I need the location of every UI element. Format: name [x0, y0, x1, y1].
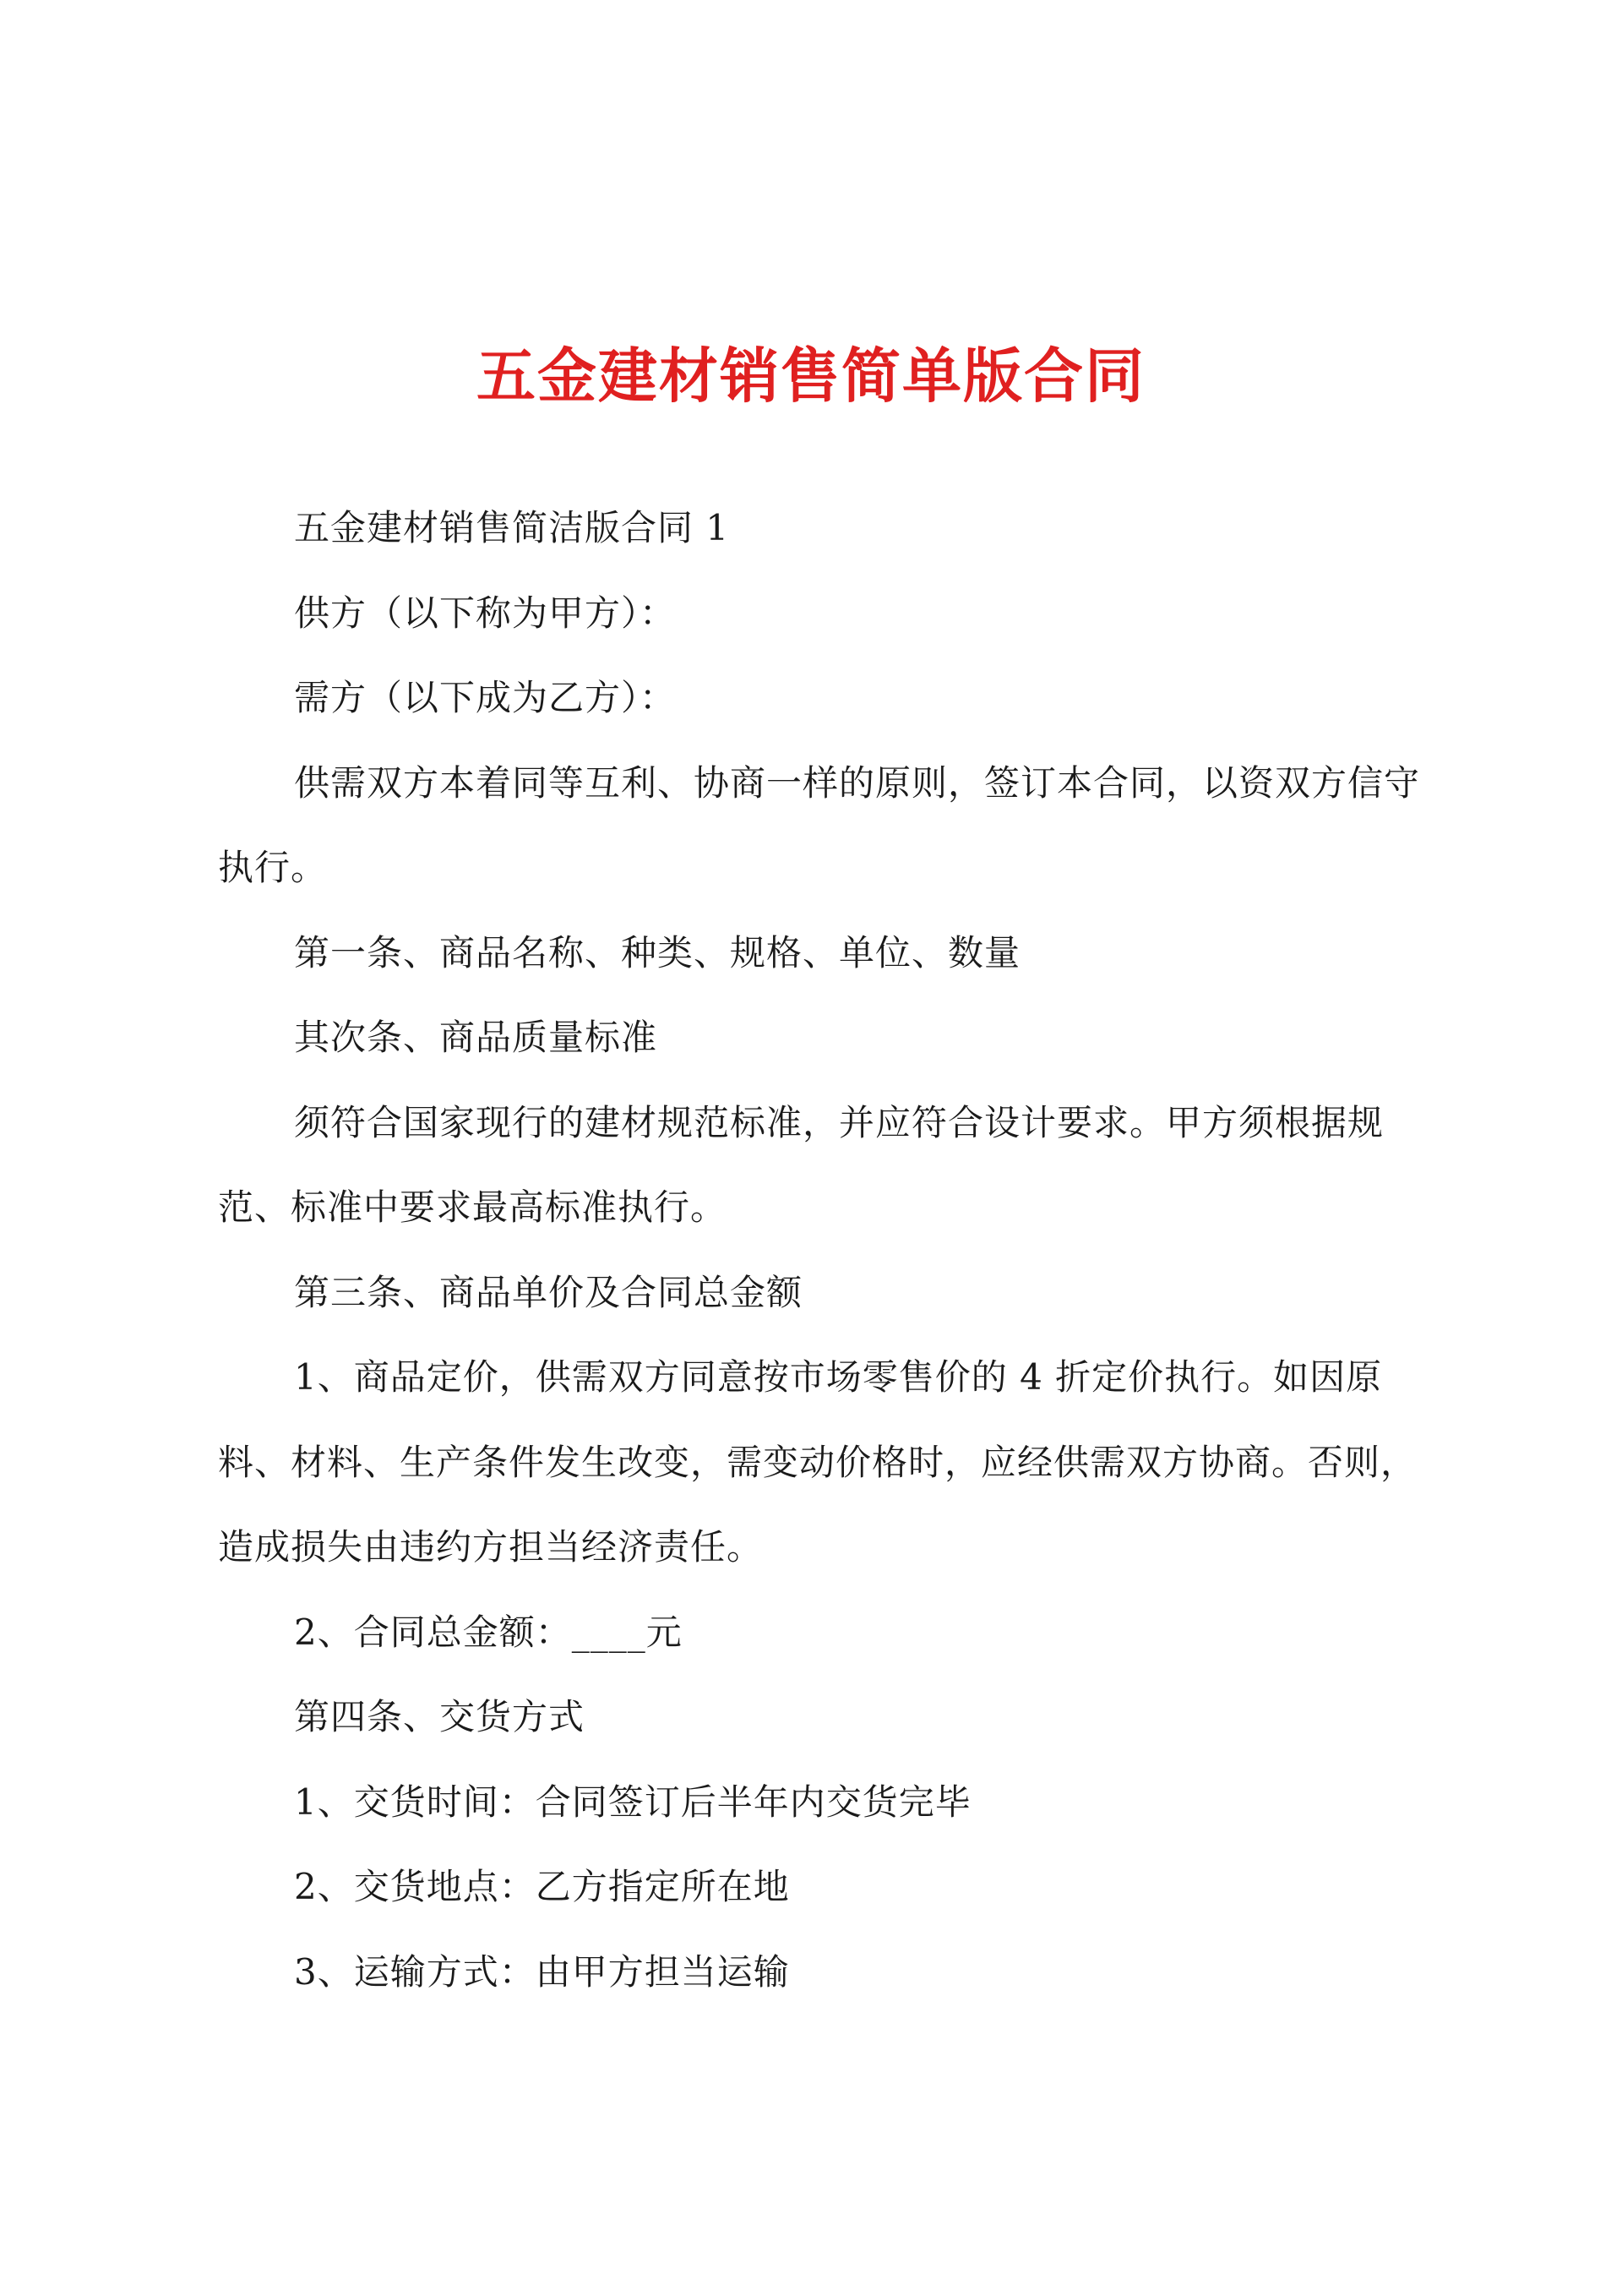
paragraph-transport: 3、运输方式：由甲方担当运输 [294, 1950, 790, 1993]
document-body [218, 486, 1426, 2015]
paragraph-article-3: 第三条、商品单价及合同总金额 [294, 1271, 803, 1313]
paragraph-quality-standard: 须符合国家现行的建材规范标准，并应符合设计要求。甲方须根据规范、标准中要求最高标准执行。 [218, 1101, 1385, 1228]
paragraph-total-amount: 2、合同总金额：____元 [294, 1611, 683, 1653]
paragraph-supplier: 供方（以下称为甲方）： [294, 592, 677, 634]
document-title: 五金建材销售简单版合同 [476, 341, 1146, 411]
paragraph-preamble: 供需双方本着同等互利、协商一样的原则，签订本合同，以资双方信守执行。 [218, 761, 1421, 888]
paragraph-delivery-place: 2、交货地点：乙方指定所在地 [294, 1866, 790, 1907]
paragraph-pricing: 1、商品定价，供需双方同意按市场零售价的 4 折定价执行。如因原料、材料、生产条件发生改变，需变动价格时，应经供需双方协商。否则，造成损失由违约方担当经济责任。 [218, 1356, 1418, 1568]
paragraph-buyer: 需方（以下成为乙方）： [294, 677, 677, 718]
paragraph-delivery-time: 1、交货时间：合同签订后半年内交货完毕 [294, 1781, 972, 1823]
paragraph-article-2: 其次条、商品质量标准 [294, 1017, 658, 1058]
paragraph-article-4: 第四条、交货方式 [294, 1696, 585, 1737]
paragraph-article-1: 第一条、商品名称、种类、规格、单位、数量 [294, 931, 1021, 973]
paragraph-contract-heading: 五金建材销售简洁版合同 1 [294, 507, 730, 548]
